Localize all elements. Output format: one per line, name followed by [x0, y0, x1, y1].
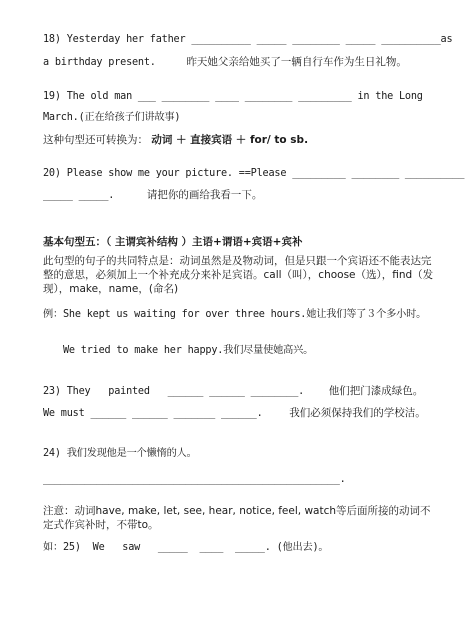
q19-pattern: [43, 133, 308, 147]
note-text: 注意：动词have, make, let, see, hear, notice, feel, watch等后面所接的动词不定式作宾补时，不带to。: [43, 505, 431, 531]
pattern5-heading: 基本句型五：（ 主谓宾补结构 ）主语+谓语+宾语+宾补: [43, 236, 303, 248]
q18-line2-cn: 昨天她父亲给她买了一辆自行车作为生日礼物。: [186, 56, 407, 68]
q24-line1: 24) 我们发现他是一个懒惰的人。: [43, 448, 197, 459]
q23-line2: [43, 406, 426, 421]
q20-line2-en: _____ _____.: [43, 190, 115, 201]
q23-line1-en: 23) They painted ______ ______ ________.: [43, 386, 305, 397]
q23-line1: [43, 384, 423, 399]
q24-blank: __________________________________________________.: [43, 474, 346, 485]
q20-line2-cn: 请把你的画给我看一下。: [146, 189, 263, 201]
q23-line1-cn: 他们把门漆成绿色。: [328, 385, 424, 397]
q20-line2: [43, 188, 262, 203]
q23-line2-en: We must ______ ______ _______ ______.: [43, 408, 263, 419]
q18-line2: [43, 55, 407, 70]
q25-line: 如：25) We saw _____ ____ _____. (他出去)。: [43, 542, 329, 553]
pattern5-example2: We tried to make her happy.我们尽量使她高兴。: [63, 345, 314, 356]
q23-line2-cn: 我们必须保持我们的学校洁。: [289, 407, 426, 419]
q18-line1: 18) Yesterday her father __________ _____ ________ _____ __________as: [43, 34, 453, 45]
pattern5-example1: 例：She kept us waiting for over three hours.她让我们等了３个多小时。: [43, 309, 427, 320]
q20-line1: 20) Please show me your picture. ==Please _________ ________ __________: [43, 168, 465, 179]
q19-line2: March.(正在给孩子们讲故事): [43, 112, 181, 123]
q18-line2-en: a birthday present.: [43, 57, 156, 68]
q19-line1: 19) The old man ___ ________ ____ ________ _________ in the Long: [43, 91, 423, 102]
pattern5-description: 此句型的句子的共同特点是：动词虽然是及物动词，但是只跟一个宾语还不能表达完整的意思，必须加上一个补充成分来补足宾语。call（叫），choose（选），find（发现），make，name，(命名): [43, 255, 434, 295]
q19-pattern-prefix: 这种句型还可转换为：: [43, 134, 148, 146]
q19-pattern-formula: 动词 ＋ 直接宾语 ＋ for/ to sb.: [151, 134, 309, 146]
